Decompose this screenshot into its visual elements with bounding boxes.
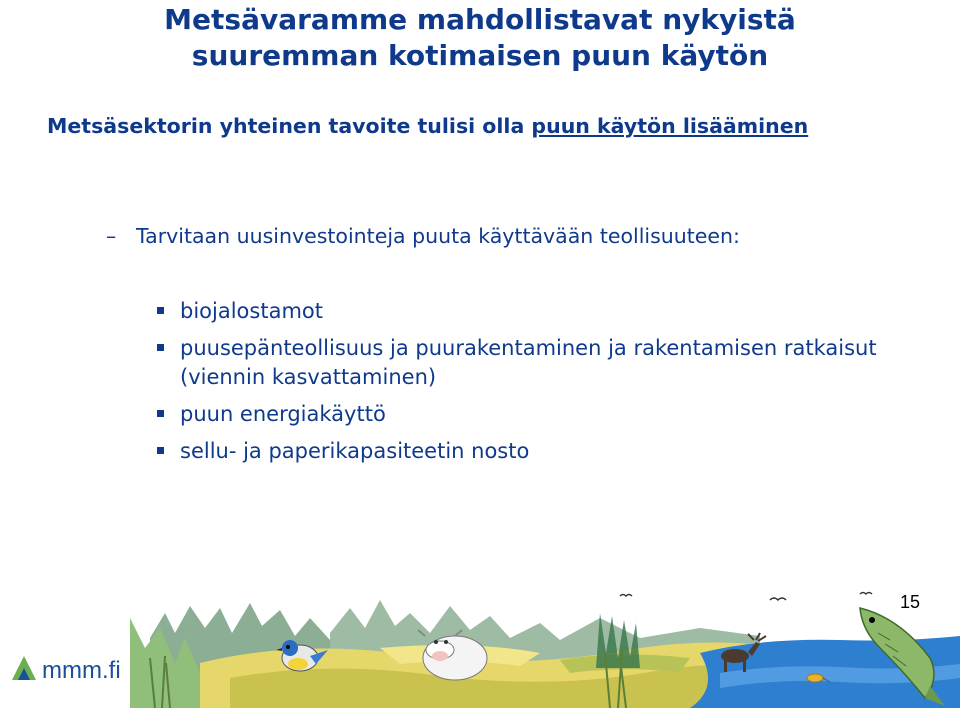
- square-bullet-icon: [157, 307, 164, 314]
- dash-marker: –: [106, 224, 117, 248]
- sub-point: [106, 221, 740, 251]
- mmm-fi-logo: [8, 648, 138, 688]
- bullet-item: [156, 437, 916, 466]
- bullet-text: puun energiakäyttö: [180, 402, 386, 426]
- landscape-footer-illustration: [0, 578, 960, 708]
- bullet-item: [156, 297, 916, 326]
- bullet-text: sellu- ja paperikapasiteetin nosto: [180, 439, 530, 463]
- bullet-list: [156, 297, 916, 474]
- lead-text: Metsäsektorin yhteinen tavoite tulisi olla: [47, 114, 532, 138]
- bullet-item: [156, 334, 916, 392]
- logo-text: mmm.fi: [42, 657, 121, 684]
- square-bullet-icon: [157, 410, 164, 417]
- title-line-2: suuremman kotimaisen puun käytön: [191, 39, 769, 72]
- square-bullet-icon: [157, 447, 164, 454]
- lead-underlined-text: puun käytön lisääminen: [531, 114, 809, 138]
- bullet-item: [156, 400, 916, 429]
- slide-title: [0, 2, 960, 74]
- title-line-1: Metsävaramme mahdollistavat nykyistä: [164, 3, 796, 36]
- bullet-text: biojalostamot: [180, 299, 323, 323]
- bullet-text: puusepänteollisuus ja puurakentaminen ja rakentamisen ratkaisut (viennin kasvattaminen): [180, 336, 877, 389]
- page-number: 15: [899, 592, 921, 612]
- square-bullet-icon: [157, 344, 164, 351]
- lead-paragraph: [47, 110, 847, 143]
- sub-point-text: Tarvitaan uusinvestointeja puuta käyttävään teollisuuteen:: [136, 224, 740, 248]
